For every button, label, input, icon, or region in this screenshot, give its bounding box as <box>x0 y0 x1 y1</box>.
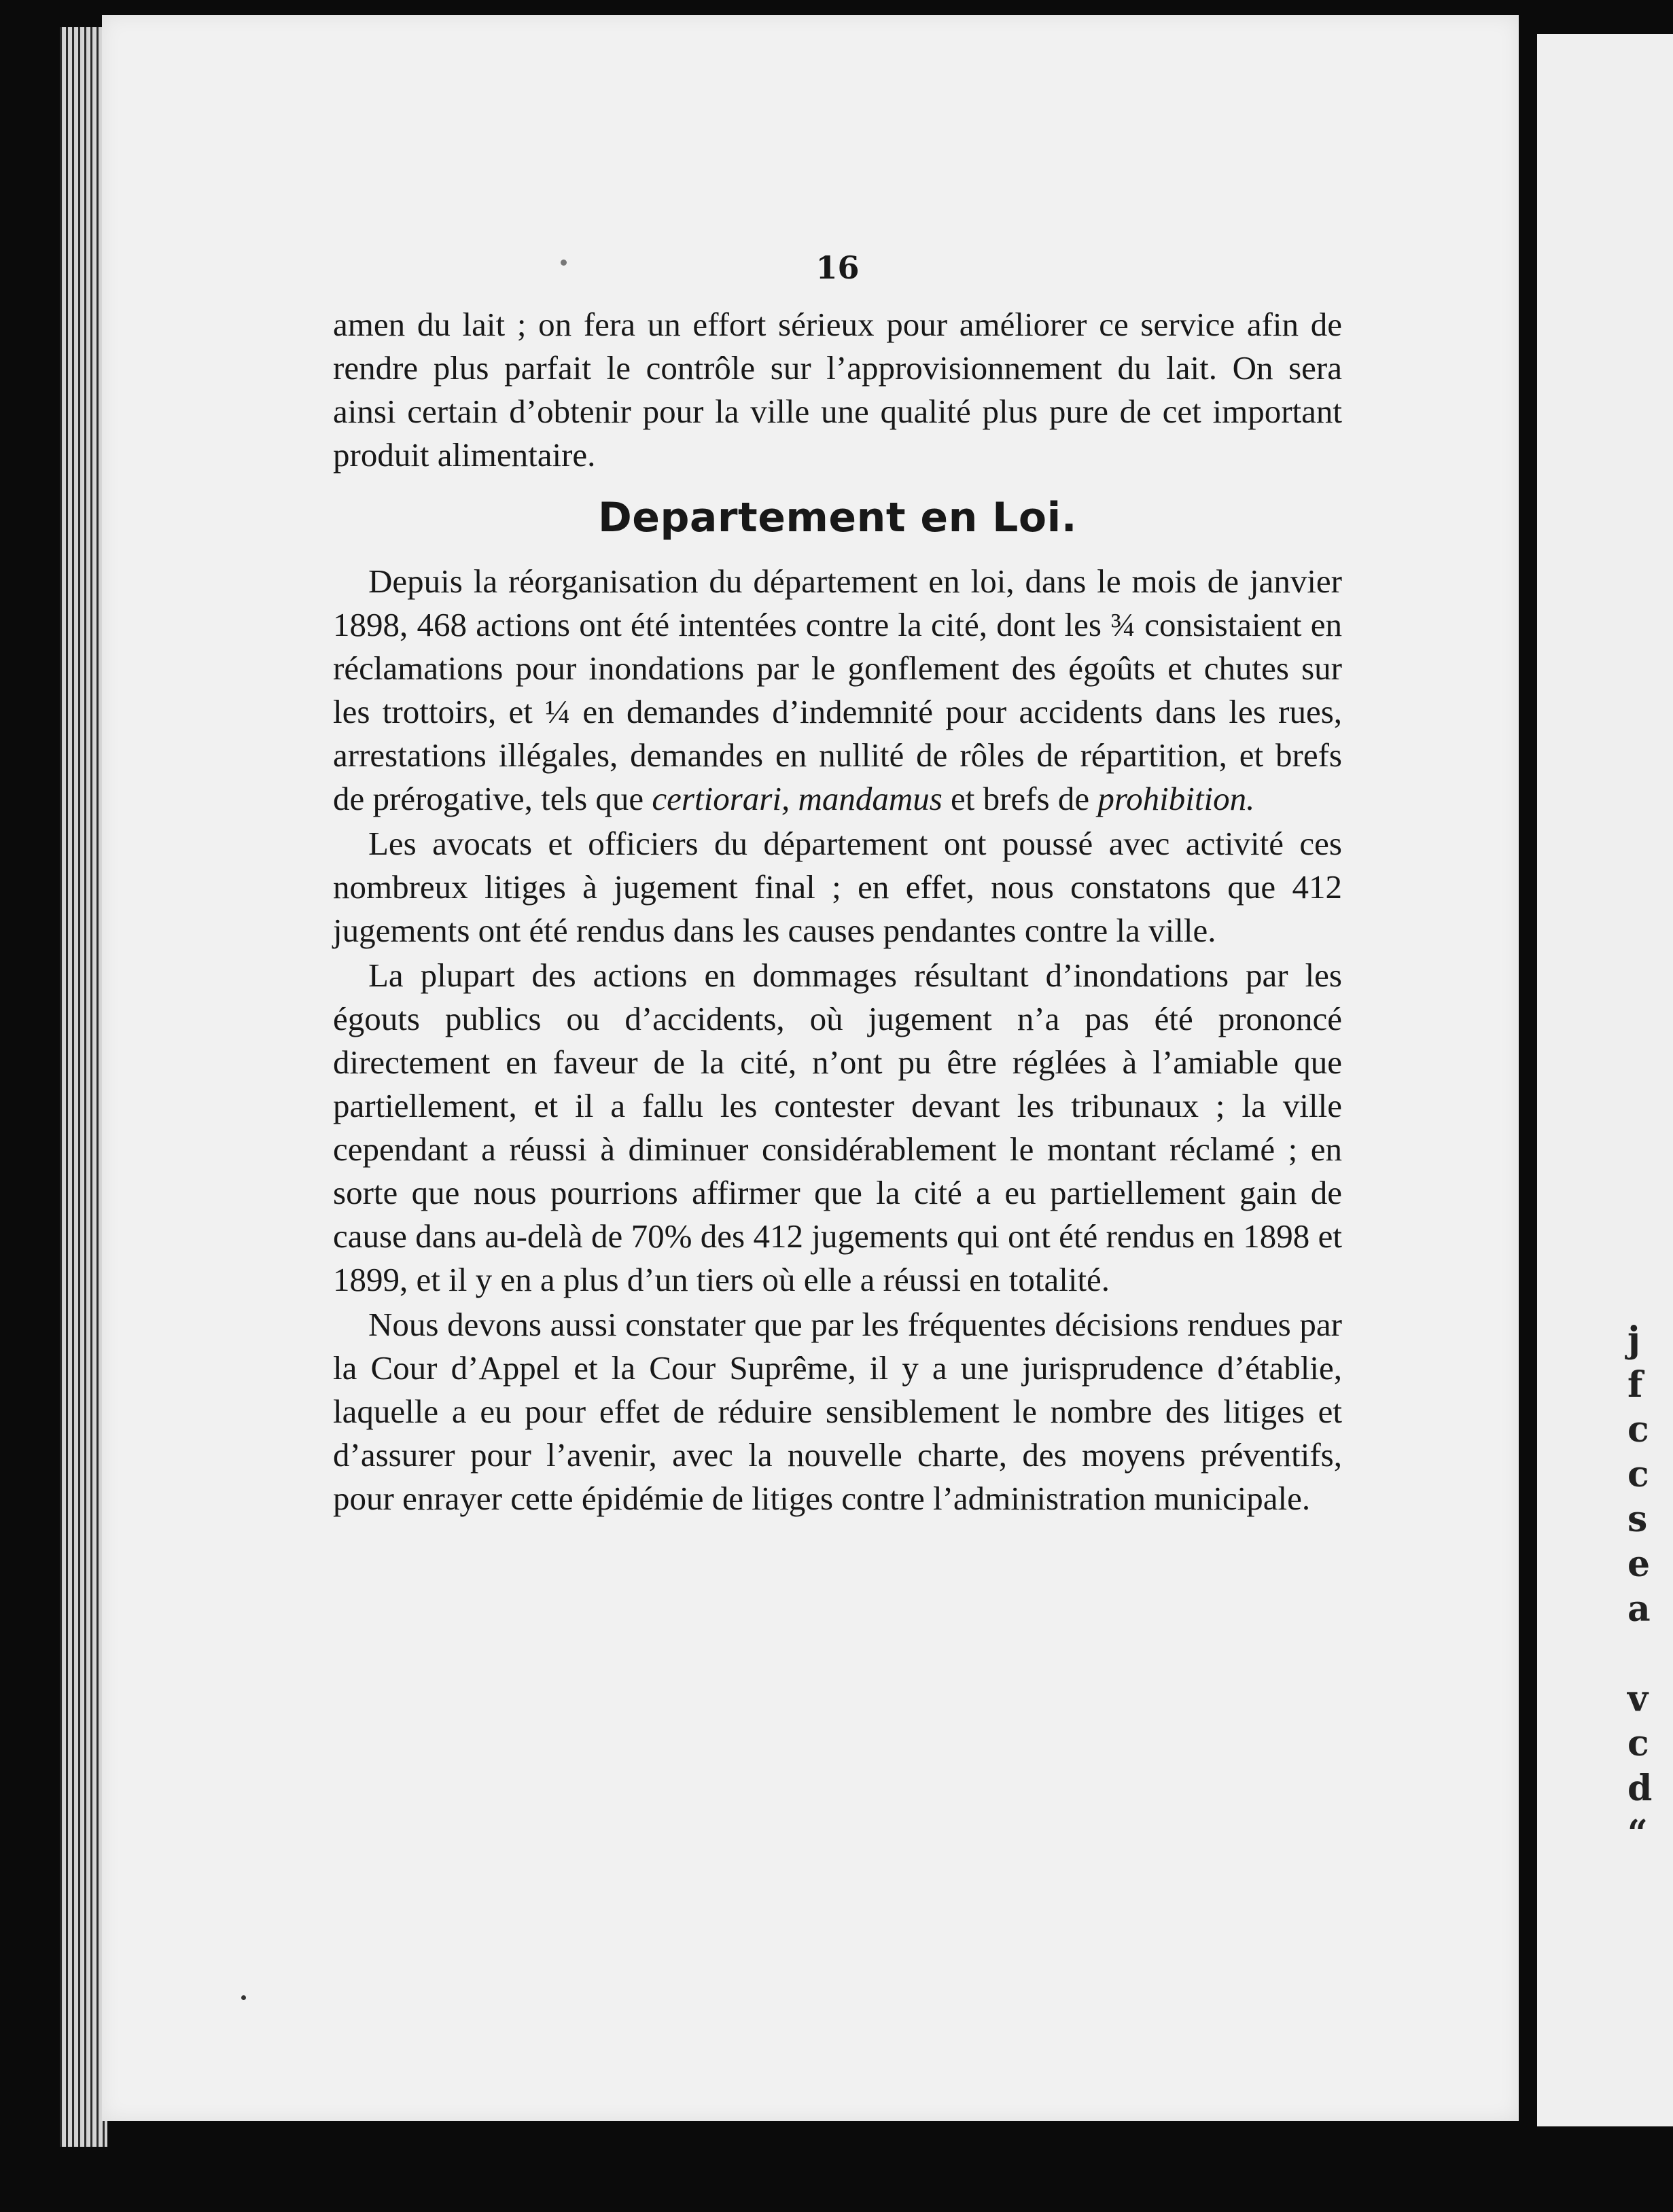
facing-fragment: “ <box>1627 1813 1648 1854</box>
facing-fragment: c <box>1627 1723 1649 1764</box>
facing-fragment: f <box>1627 1364 1643 1406</box>
paragraph-law-department <box>333 560 1342 821</box>
facing-fragment: e <box>1627 1544 1651 1585</box>
paragraph-damages: La plupart des actions en dommages résultant d’inondations par les égouts publics ou d’accidents, où jugement n’a pas été prononcé directement en faveur de la cité, n’ont pu être réglées à l’amiable que partiellement, et il a fallu les contester devant les tribunaux ; la ville cependant a réussi à diminuer considérablement le montant réclamé ; en sorte que nous pourrions affirmer que la cité a eu partiellement gain de cause dans au-delà de 70% des 412 jugements qui ont été rendus en 1898 et 1899, et il y en a plus d’un tiers où elle a réussi en totalité. <box>333 957 1342 1298</box>
fraction: ¾ <box>1110 606 1135 643</box>
facing-fragment: a <box>1627 1588 1651 1630</box>
page-edge-stack <box>60 27 107 2147</box>
section-heading: Departement en Loi. <box>597 494 1077 541</box>
facing-fragment: s <box>1627 1499 1648 1540</box>
facing-fragment: c <box>1627 1409 1649 1450</box>
paper-speck <box>241 1995 246 2000</box>
fraction: ¼ <box>545 693 571 730</box>
paragraph-text: en demandes d’indemnité pour accidents dans les rues, arrestations illégales, demandes en nullité de rôles de répartition, et brefs de prérogative, tels que <box>333 693 1343 817</box>
facing-page-text <box>1627 1318 1652 1856</box>
paragraph-text: et brefs de <box>942 780 1098 817</box>
facing-page <box>1537 34 1673 2126</box>
page-number: 16 <box>815 249 860 286</box>
facing-fragment <box>1627 1632 1652 1677</box>
facing-fragment: v <box>1627 1678 1649 1719</box>
page-text <box>333 231 1342 1520</box>
paragraph-milk-inspection: amen du lait ; on fera un effort sérieux pour améliorer ce service afin de rendre plus parfait le contrôle sur l’approvisionnement du lait. On sera ainsi certain d’obtenir pour la ville une qualité plus pure de cet important produit alimentaire. <box>333 306 1342 474</box>
paragraph-lawyers: Les avocats et officiers du département ont poussé avec activité ces nombreux litiges à jugement final ; en effet, nous constatons que 412 jugements ont été rendus dans les causes pendantes contre la ville. <box>333 825 1342 949</box>
facing-fragment: d <box>1627 1768 1653 1809</box>
italic-terms: certiorari, mandamus <box>652 780 943 817</box>
paragraph-text: Depuis la réorganisation du département en loi, dans le mois de janvier 1898, 468 actions ont été intentées contre la cité, dont les <box>333 563 1342 643</box>
paragraph-jurisprudence: Nous devons aussi constater que par les fréquentes décisions rendues par la Cour d’Appel et la Cour Suprême, il y a une jurisprudence d’établie, laquelle a eu pour effet de réduire sensiblement le nombre des litiges et d’assurer pour l’avenir, avec la nouvelle charte, des moyens préventifs, pour enrayer cette épidémie de litiges contre l’administration municipale. <box>333 1306 1342 1517</box>
facing-fragment: j <box>1627 1319 1640 1361</box>
paragraph-text: consistaient en réclamations pour inondations par le gonflement des égoûts et chutes sur les trottoirs, et <box>333 606 1343 730</box>
italic-term: prohibition. <box>1097 780 1255 817</box>
facing-fragment: c <box>1627 1454 1649 1495</box>
